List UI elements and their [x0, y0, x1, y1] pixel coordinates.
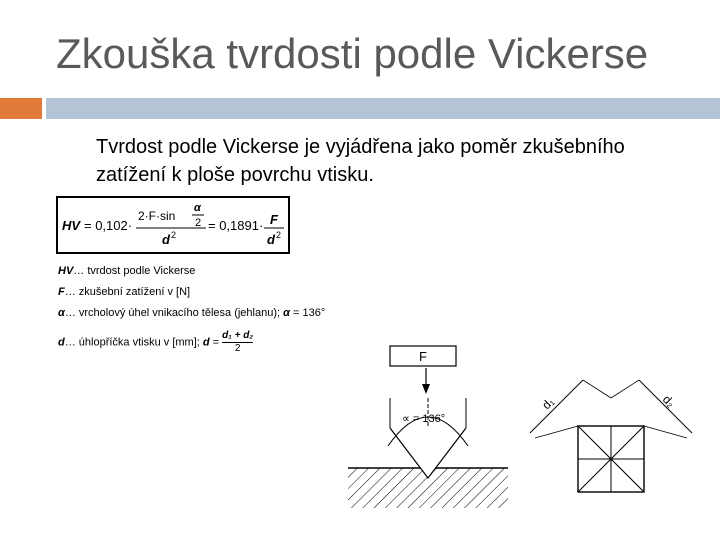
formula-two: 2 — [195, 217, 202, 229]
formula-num2: F — [270, 212, 278, 227]
legend-f-text: … zkušební zatížení v [N] — [64, 286, 191, 298]
legend-d — [58, 330, 253, 355]
formula-num1: 2·F·sin — [138, 209, 176, 223]
angle-label: ∝ = 136° — [402, 413, 446, 425]
formula-den2-sq: 2 — [276, 230, 282, 240]
legend-d-eq: = — [209, 336, 223, 349]
intro-text: Tvrdost podle Vickerse je vyjádřena jako poměr zkušebního zatížení k ploše povrchu vtisku. — [96, 136, 625, 186]
d1-top-extension — [583, 380, 611, 398]
formula-hv: HV — [62, 218, 81, 233]
legend-alpha — [58, 307, 325, 319]
legend-alpha-symbol-2: α — [283, 307, 290, 319]
formula-alpha: α — [194, 202, 201, 214]
formula-eq2: = 0,1891· — [208, 218, 264, 233]
force-label: F — [419, 349, 427, 364]
formula-eq1: = 0,102· — [84, 218, 133, 233]
d1-label: d₁ — [539, 394, 557, 413]
indentation-top-view — [530, 380, 692, 492]
legend-alpha-value: = 136° — [289, 307, 326, 319]
formula-den1: d — [162, 232, 170, 247]
d2-label: d₂ — [659, 392, 678, 411]
formula-graphic — [58, 198, 288, 252]
vickers-indentation-diagram — [340, 338, 710, 508]
slide-title: Zkouška tvrdosti podle Vickerse — [56, 30, 649, 77]
formula-den2: d — [267, 232, 275, 247]
legend-d-text: … úhlopříčka vtisku v [mm]; — [64, 336, 203, 349]
d2-extension — [644, 426, 687, 438]
legend-hv-text: … tvrdost podle Vickerse — [73, 265, 196, 277]
legend-alpha-symbol: α — [58, 307, 65, 319]
title-divider-bar — [46, 98, 720, 119]
legend-f — [58, 286, 190, 298]
legend-d-denominator: 2 — [234, 343, 241, 354]
legend-d-numerator: d₁ + d₂ — [222, 330, 254, 341]
legend-f-symbol: F — [58, 286, 65, 298]
d1-extension — [535, 426, 578, 438]
d1-dimension-line — [530, 380, 583, 433]
d2-top-extension — [611, 380, 639, 398]
legend-hv-symbol: HV — [58, 265, 74, 277]
legend-d-symbol: d — [58, 336, 65, 349]
title-accent-bar — [0, 98, 42, 119]
formula-den1-sq: 2 — [171, 230, 177, 240]
legend-alpha-text: … vrcholový úhel vnikacího tělesa (jehlanu); — [64, 307, 284, 319]
legend-hv — [58, 265, 195, 277]
legend-d-fraction — [222, 330, 253, 355]
formula-box — [56, 196, 290, 254]
legend-d-symbol-2: d — [202, 336, 210, 349]
force-arrow-head — [422, 384, 430, 394]
